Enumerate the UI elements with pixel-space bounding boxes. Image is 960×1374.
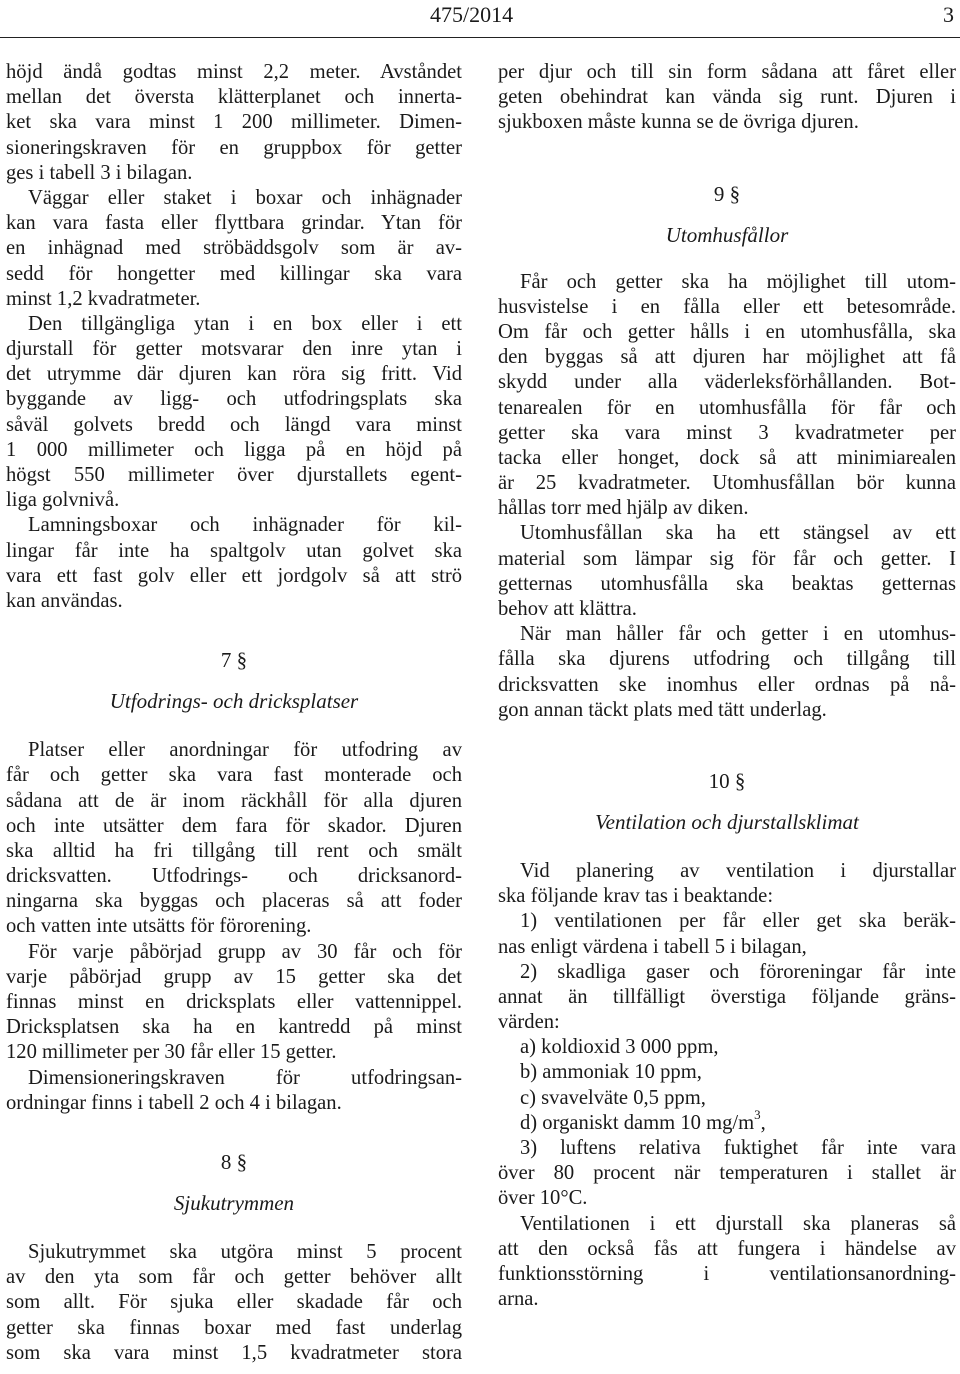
page-header (0, 0, 960, 40)
text-line: behov att klättra. (498, 598, 637, 620)
text-line: kan användas. (6, 589, 123, 612)
text-line: av den yta som får och getter behöver allt (6, 1266, 462, 1289)
text-line: material som lämpar sig för får och getter. I (498, 547, 956, 570)
text-line: dricksvatten. Utfodrings- och dricksanord- (6, 865, 462, 888)
section-number-8: 8 § (220, 1149, 248, 1174)
list-item: 1) ventilationen per får eller get ska beräk- (520, 910, 956, 933)
text-line: djurstall för getter motsvarar den inre ytan i (6, 338, 462, 361)
left-column (6, 60, 462, 1366)
text-line: Dricksplatsen ska ha en kantredd på minst (6, 1016, 462, 1039)
text-line: Den tillgängliga ytan i en box eller i ett (28, 312, 462, 335)
text-line: När man håller får och getter i en utomhus- (520, 623, 956, 646)
text-line: Lamningsboxar och inhägnader för kil- (28, 514, 462, 537)
list-item: 3) luftens relativa fuktighet får inte vara (520, 1137, 956, 1159)
text-line: sedd för hongetter med killingar ska vara (6, 262, 462, 285)
text-line: 1 000 millimeter och ligga på en höjd på (6, 438, 462, 461)
text-line: För varje påbörjad grupp av 30 får och för (28, 940, 462, 963)
text-line: byggande av ligg- och utfodringsplats ska (6, 388, 462, 411)
text-line: mellan det översta klätterplanet och innerta- (6, 86, 462, 109)
text-line: kan vara fasta eller flyttbara grindar. Ytan för (6, 212, 462, 235)
list-item: c) svavelväte 0,5 ppm, (520, 1086, 706, 1109)
text-line: dricksvatten ske inomhus eller ordnas på nå- (498, 673, 956, 696)
text-line: Dimensioneringskraven för utfodringsan- (28, 1066, 462, 1089)
intro-text-left (6, 60, 462, 614)
text-line: att den också fås att fungera i händelse av (498, 1237, 956, 1260)
text-line: över 80 procent när temperaturen i stallet är (498, 1162, 956, 1185)
text-line: minst 1,2 kvadratmeter. (6, 287, 201, 310)
text-line: hållas torr med hjälp av diken. (498, 497, 749, 520)
text-line: liga golvnivå. (6, 489, 120, 512)
section-heading-9: Utomhusfållor (665, 222, 789, 247)
text-line: annat än tillfälligt överstiga följande gräns- (498, 985, 956, 1008)
text-line: getter ska vara minst 3 kvadratmeter per (498, 421, 956, 444)
text-line: husvistelse i en fålla eller ett betesområde. (498, 295, 956, 318)
list-item-organic-dust (498, 1106, 956, 1136)
text-line: ningarna ska byggas och placeras så att foder (6, 890, 462, 913)
intro-text-right (498, 60, 956, 136)
text-line: ska alltid ha fri tillgång till rent och smält (6, 839, 462, 862)
text-line: den byggas så att djuren har möjlighet att få (498, 346, 956, 369)
section-8-body (6, 1240, 462, 1366)
text-line: högst 550 millimeter över djurstallets egent- (6, 464, 462, 486)
section-number-7: 7 § (220, 648, 248, 673)
right-column (498, 60, 956, 1312)
text-line: Får och getter ska ha möjlighet till utom- (520, 270, 956, 293)
section-number-10: 10 § (708, 768, 746, 793)
text-line: det utrymme där djuren kan röra sig fritt. Vid (6, 363, 462, 386)
text-line: Utomhusfållan ska ha ett stängsel av ett (520, 522, 956, 545)
text-line: är 25 kvadratmeter. Utomhusfållan bör kunna (498, 472, 956, 495)
text-line: sådana att de är inom räckhåll för alla djuren (6, 789, 462, 812)
text-line: Ventilationen i ett djurstall ska planeras så (520, 1212, 956, 1235)
list-item: a) koldioxid 3 000 ppm, (520, 1036, 719, 1059)
text-line: arna. (498, 1288, 539, 1311)
text-line: ska följande krav tas i beaktande: (498, 885, 774, 908)
text-line: gon annan täckt plats med tätt underlag. (498, 698, 827, 721)
text-line: 120 millimeter per 30 får eller 15 getter. (6, 1041, 337, 1064)
text-line: varje påbörjad grupp av 15 getter ska det (6, 965, 462, 988)
text-line: och vatten inte utsätts för förorening. (6, 915, 312, 938)
text-line: per djur och till sin form sådana att fåret eller (498, 61, 956, 83)
text-line: fålla ska djurens utfodring och tillgång till (498, 648, 956, 671)
text-line: Väggar eller staket i boxar och inhägnader (28, 186, 462, 209)
text-line: en inhägnad med ströbäddsgolv som är av- (6, 237, 462, 260)
text-line: funktionsstörning i ventilationsanordning- (498, 1262, 956, 1285)
text-line: sioneringskraven för en gruppbox för getter (6, 136, 462, 159)
text-line: ordningar finns i tabell 2 och 4 i bilagan. (6, 1091, 342, 1114)
text-line: över 10°C. (498, 1187, 588, 1210)
text-line: höjd ändå godtas minst 2,2 meter. Avståndet (6, 61, 462, 83)
text-line: vara ett fast golv eller ett jordgolv så att strö (6, 564, 462, 587)
text-line: som allt. För sjuka eller skadade får och (6, 1291, 462, 1314)
list-item: 2) skadliga gaser och föroreningar får inte (520, 960, 956, 983)
section-heading-8: Sjukutrymmen (173, 1190, 295, 1215)
text-line: tacka eller honget, dock så att minimiarealen (498, 446, 956, 469)
text-line: får och getter ska vara fast monterade och (6, 764, 462, 787)
section-7-body (6, 738, 462, 1116)
text-line: tenarealen för en utomhusfålla för får och (498, 396, 956, 419)
text-line: sjukboxen måste kunna se de övriga djuren. (498, 111, 859, 134)
list-item: b) ammoniak 10 ppm, (520, 1061, 702, 1084)
text-line: som ska vara minst 1,5 kvadratmeter stora (6, 1341, 462, 1364)
section-heading-10: Ventilation och djurstallsklimat (595, 809, 859, 834)
header-rule (0, 37, 960, 38)
section-heading-7: Utfodrings- och dricksplatser (109, 689, 359, 714)
section-number-9: 9 § (713, 181, 741, 206)
text-line: såväl golvets bredd och längd vara minst (6, 413, 462, 436)
text-line: skydd under alla väderleksförhållanden. Bot- (498, 371, 956, 394)
text-line: Platser eller anordningar för utfodring av (28, 739, 462, 762)
organic-dust-text: d) organiskt damm 10 mg/m (520, 1111, 755, 1134)
text-line: ges i tabell 3 i bilagan. (6, 161, 193, 184)
text-line: ket ska vara minst 1 200 millimeter. Dimen- (6, 111, 462, 134)
text-line: värden: (498, 1011, 560, 1034)
text-line: lingar får inte ha spaltgolv utan golvet ska (6, 539, 462, 562)
text-line: finnas minst en dricksplats eller vattennippel. (6, 991, 462, 1013)
document-number: 475/2014 (430, 2, 514, 27)
text-line: getter ska finnas boxar med fast underlag (6, 1316, 462, 1339)
section-9-body (498, 270, 956, 723)
text-line: geten obehindrat kan vända sig runt. Djuren i (498, 86, 956, 109)
text-line: getternas utomhusfålla ska beaktas getternas (498, 572, 956, 595)
text-line: Vid planering av ventilation i djurstallar (520, 859, 956, 882)
superscript-3: 3 (754, 1106, 761, 1122)
organic-dust-comma: , (760, 1111, 766, 1134)
text-line: Sjukutrymmet ska utgöra minst 5 procent (28, 1240, 462, 1263)
section-10-body (498, 859, 956, 1312)
text-line: nas enligt värdena i tabell 5 i bilagan, (498, 935, 807, 958)
text-line: Om får och getter hålls i en utomhusfålla, ska (498, 320, 956, 343)
text-line: och inte utsätter dem fara för skador. Djuren (6, 814, 462, 837)
page-number: 3 (943, 2, 954, 27)
